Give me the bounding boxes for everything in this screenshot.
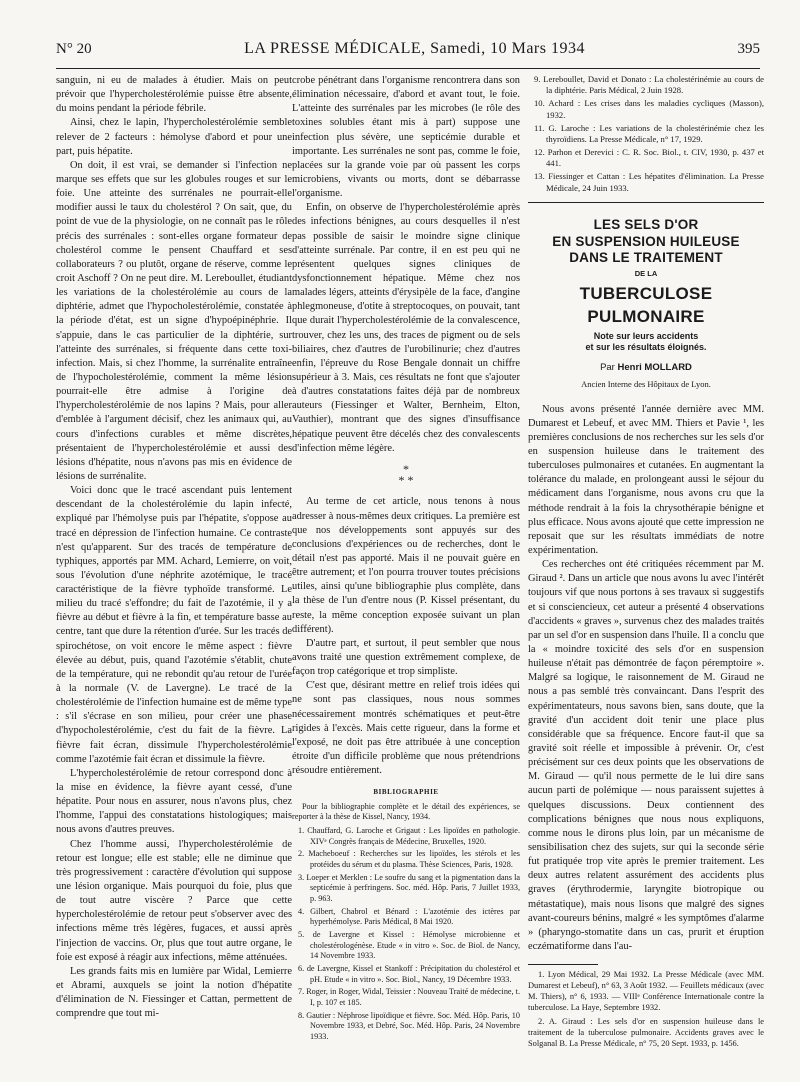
running-header [56, 40, 760, 69]
article-main-title: TUBERCULOSE PULMONAIRE [579, 283, 713, 326]
bibliography-item: 6. de Lavergne, Kissel et Stankoff : Précipitation du cholestérol et pH. Etude « in vitro ». Soc. Biol., Nancy, 19 Décembre 1933. [298, 963, 520, 984]
article-title-line: EN SUSPENSION HUILEUSE [552, 233, 740, 249]
paragraph: Ainsi, chez le lapin, l'hypercholestérolémie semble relever de 2 facteurs : hémolyse d'abord et pour une part, puis hépatite. [56, 117, 292, 157]
bibliography-item: 13. Fiessinger et Cattan : Les hépatites d'élimination. La Presse Médicale, 24 Juin 1933. [534, 171, 764, 193]
article-author: Par Henri MOLLARD [600, 362, 692, 374]
paragraph: Chez l'homme aussi, l'hypercholestérolémie de retour est longue; elle est stable; elle ne diminue que très progressivement : caractère d'évolution qui suppose une lésion organique. Mais pourquoi du foie, plus que de tout autre viscère ? Parce que cette hypercholestérolémie de retour peut s'observer avec des infections même très légères, fugaces, et aussi après l'injection de vaccins. Or, plus que tout autre organe, le foie est exposé à réagir aux infections, même atténuées. [56, 838, 292, 963]
article-title-line: DANS LE TRAITEMENT [569, 250, 723, 266]
footnote: 2. A. Giraud : Les sels d'or en suspension huileuse dans le traitement de la tuberculose pulmonaire. Accidents graves avec le Solganal B. La Presse Médicale, n° 75, 20 Sept. 1933, p. 1456. [528, 1016, 764, 1048]
bibliography-item: 7. Roger, in Roger, Widal, Teissier : Nouveau Traité de médecine, t. I, p. 107 et 185. [298, 987, 520, 1007]
page-number: 395 [737, 41, 760, 57]
journal-title: LA PRESSE MÉDICALE, Samedi, 10 Mars 1934 [244, 40, 585, 57]
bibliography-item: 4. Gilbert, Chabrol et Bénard : L'azotémie des ictères par hyperhémolyse. Paris Médical, 8 Mai 1920. [298, 906, 520, 927]
author-affiliation: Ancien Interne des Hôpitaux de Lyon. [581, 379, 711, 390]
column-right [528, 74, 764, 1053]
bibliography-item: 1. Chauffard, G. Laroche et Grigaut : Les lipoïdes en pathologie. XIVᵉ Congrès français de Médecine, Bruxelles, 1920. [298, 826, 520, 846]
bibliography-continued [528, 74, 764, 194]
bibliography-item: 9. Lereboullet, David et Donato : La cholestérinémie au cours de la diphtérie. Paris Médical, 2 Juin 1928. [534, 74, 764, 96]
bibliography-intro: Pour la bibliographie complète et le détail des expériences, se reporter à la thèse de Kissel, Nancy, 1934. [292, 801, 520, 822]
paragraph: Voici donc que le tracé ascendant puis lentement descendant de la cholestérolémie du lapin infecté, expliqué par l'hémolyse puis par l'hépatite, s'oppose au tracé en dépression de l'infection humaine. Ce contraste n'est qu'apparent. Sur des tracés de température de typhiques, apportés par MM. Achard, Lemierre, on voit, sous l'évolution d'une néphrite azotémique, le tracé caractéristique de la fièvre typhoïde transformé. Le milieu du tracé s'effondre; du fait de l'azotémie, il y a fièvre au début et fièvre à la fin, et température basse au centre, tant que dure la rétention d'urée. Sur les tracés de spirochétose, on voit encore le même aspect : fièvre élevée au début, puis, quand l'azotémie s'établit, chute de la température, qui ne rebondit qu'au retour de l'urée à la normale (V. de Lavergne). Le tracé de la cholestérolémie de l'infection humaine est de même type : s'il s'écrase en son milieu, pour créer une phase d'hypocholestérolémie, c'est du fait de la fièvre. La fièvre fait écran, dissimule l'hypercholestérolémie comme l'azotémie fait écran et dissimule la fièvre. [56, 485, 292, 765]
article-heading [528, 217, 764, 391]
section-break-asterisks: * * * [398, 461, 414, 487]
paragraph: D'autre part, et surtout, il peut sembler que nous avons traité une question extrêmement complexe, de façon trop catégorique et trop simpliste. [292, 637, 520, 678]
column-left [56, 74, 292, 1021]
issue-number: N° 20 [56, 41, 92, 57]
footnote: 1. Lyon Médical, 29 Mai 1932. La Presse Médicale (avec MM. Dumarest et Lebeuf), n° 63, 3 Août 1932. — Feuillets médicaux (avec M. Thiers), n° 6, 1933. — VIIIᵉ Conférence Internationale contre la tuberculose. La Haye, Septembre 1932. [528, 970, 764, 1012]
bibliography-item: 5. de Lavergne et Kissel : Hémolyse microbienne et cholestérologénèse. Etude « in vitro ». Soc. de Biol. de Nancy, 14 Novembre 1933. [298, 929, 520, 961]
bibliography-item: 3. Loeper et Merklen : Le soufre du sang et la pigmentation dans la septicémie à perfringens. Soc. méd. Hôp. Paris, 7 Juillet 1933, p. 963. [298, 872, 520, 903]
paragraph: Enfin, on observe de l'hypercholestérolémie après des infections bénignes, au cours desquelles il n'est pas possible de saisir le moindre signe clinique d'atteinte surrénale. Par contre, il en est peu qui ne présentent quelques signes cliniques de dysfonctionnement hépatique. Même chez nos malades légers, atteints d'érysipèle de la face, d'angine phlegmoneuse, d'otite à streptocoques, on pouvait, tant que durait l'hypercholestérolémie de la convalescence, trouver, chez les uns, des traces de pigment ou de sels biliaires, chez d'autres de l'urobilinurie; chez d'autres enfin, l'épreuve du Rose Bengale donnait un chiffre supérieur à 3. Mais, ces résultats ne font que s'ajouter à d'autres constatations faites déjà par de nombreux auteurs (Fiessinger et Walter, Bernheim, Elton, Vauthier), montrant que des signes d'insuffisance hépatique peuvent être décelés chez des convalescents d'infection même légère. [292, 202, 520, 454]
bibliography-list [292, 826, 520, 1042]
paragraph: Au terme de cet article, nous tenons à nous adresser à nous-mêmes deux critiques. La première est que nos développements sont appuyés sur des conclusions d'expériences ou de recherches, dont le détail n'est pas apporté. Mais il ne pouvait guère en être autrement; et l'on pourra trouver toutes précisions utiles, ainsi qu'une bibliographie plus complète, dans la thèse de l'un d'entre nous (P. Kissel présentant, du reste, la même conception exposée suivant un plan différent). [292, 496, 520, 635]
paragraph: crobe pénétrant dans l'organisme rencontrera dans son élimination nécessaire, d'abord et avant tout, le foie. L'atteinte des surrénales par les microbes (le rôle des toxines solubles étant mis à part) suppose une infection plus sévère, une septicémie durable et importante. Les surrénales ne sont pas, comme le foie, placées sur la grande voie par où passent les corps microbiens, vivants ou morts, dont se débarrasse l'organisme. [292, 75, 520, 200]
article-title-connector: DE LA [634, 269, 658, 279]
paragraph: L'hypercholestérolémie de retour correspond donc à la mise en évidence, la fièvre ayant cessé, d'une hépatite. Pour nous en assurer, nous n'avons plus, chez l'homme, l'appui des constatations histologiques; mais nous avons d'autres preuves. [56, 767, 292, 836]
bibliography-item: 2. Macheboeuf : Recherches sur les lipoïdes, les stérols et les protéides du sérum et du plasma. Thèse Sciences, Paris, 1928. [298, 849, 520, 869]
bibliography-item: 11. G. Laroche : Les variations de la cholestérinémie chez les thyroïdiens. La Presse Médicale, n° 17, 1929. [534, 122, 764, 144]
paragraph: sanguin, ni eu de malades à étudier. Mais on peut prévoir que l'hypercholestérolémie puisse être absente, du moins pendant la période fébrile. [56, 75, 292, 115]
paragraph: Ces recherches ont été critiquées récemment par M. Giraud ². Dans un article que nous avons lu avec l'intérêt toujours vif que nous portons à ses travaux si suggestifs et si consciencieux, cet auteur a présenté 4 observations d'accidents « graves », survenus chez des malades traités par un sel d'or en suspension dans l'huile. Il a conclu que la « moindre toxicité des sels d'or en suspension huileuse n'était pas démontrée de façon péremptoire ». Malgré sa logique, le raisonnement de M. Giraud ne nous a pas semblé très convaincant. Dans l'esprit des expérimentateurs, nous savons bien, sans doute, que la gravité d'un accident doit tenir une place plus considérable que sa fréquence. Encore faut-il que sa gravité soit réelle et impossible à prévenir. Or, c'est précisément sur ces deux points que les observations de M. Giraud — qu'il nous permette de le lui dire sans aucun parti de polémique — nous paraissent sujettes à quelques discussions. Deux contiennent des complications bénignes que nous nous expliquons, comme nous le dirons plus loin, par un mécanisme de sensibilisation chez des sujets, sur qui la seconde série fut pratiquée trop vite après le premier traitement. Les deux autres relatent assurément des accidents plus graves (érythrodermie, laryngite biotropique ou métastatique), mais nous lisons que malgré des signes avant-coureurs bénins, malgré « les symptômes d'alarme » (pharyngo-stomatite dans un cas, prurit et éruption eczématiforme dans l'au- [528, 559, 764, 952]
article-subtitle: Note sur leurs accidents [593, 330, 699, 341]
paragraph: Nous avons présenté l'année dernière avec MM. Dumarest et Lebeuf, et avec MM. Thiers et Pavie ¹, les premières conclusions de nos recherches sur les sels d'or en suspension huileuse dans le traitement des tuberculoses pulmonaires et cutanées. En augmentant la tolérance du malade, en prolongeant aussi le séjour du médicament dans l'organisme, nous avons cru que la méthode rendrait à la fois la chrysothérapie bénigne et plus efficace. Nous avons ajouté que cette impression ne reposait que sur les résultats immédiats de notre expérimentation. [528, 403, 764, 556]
bibliography-item: 10. Achard : Les crises dans les maladies cycliques (Masson), 1932. [534, 98, 764, 120]
article-title-line: LES SELS D'OR [593, 216, 699, 232]
column-middle [292, 74, 520, 1045]
footnote-rule [528, 964, 598, 965]
article-subtitle: et sur les résultats éloignés. [585, 342, 707, 353]
bibliography-item: 8. Gautier : Néphrose lipoïdique et fièvre. Soc. Méd. Hôp. Paris, 10 Novembre 1933, et Debré, Soc. Méd. Hôp. Paris, 24 Novembre 1933. [298, 1010, 520, 1041]
article-divider [528, 202, 764, 203]
paragraph: Les grands faits mis en lumière par Widal, Lemierre et Abrami, auxquels se joint la notion d'hépatite d'élimination de N. Fiessinger et Cattan, permettent de comprendre que tout mi- [56, 965, 292, 1020]
bibliography-item: 12. Parhon et Derevici : C. R. Soc. Biol., t. CIV, 1930, p. 437 et 441. [534, 147, 764, 169]
paragraph: On doit, il est vrai, se demander si l'infection ne marque ses effets que sur les globules rouges et sur le foie. Une atteinte des surrénales ne pourrait-elle modifier aussi le taux du cholestérol ? On sait, que, du point de vue de la physiologie, on ne connaît pas le rôle précis des surrénales : sont-elles organe formateur de cholestérol comme le pensent Chauffard et ses collaborateurs ? ou plutôt, organe de réserve, comme le croit Aschoff ? On ne peut dire. M. Lereboullet, étudiant les variations de la cholestérolémie au cours de la diphtérie, admet que l'hypocholestérolémie, constatée à la période d'état, est un signe d'hypoépinéphrie. Il s'appuie, dans le cas particulier de la diphtérie, sur l'atteinte des surrénales, si fréquente dans cette toxi-infection. Mais, si chez l'homme, la surrénalite entraîne de l'hypocholestérolémie, comment la même lésion pourrait-elle être admise à l'origine de l'hypercholestérolémie de nos lapins ? Mais, pour aller d'emblée à l'argument décisif, chez les animaux qui, au cours d'infections curables et même discrètes, présentaient de l'hypercholestérolémie et aussi des lésions d'hépatite, nous n'avons pas mis en évidence de lésions de surrénalite. [56, 159, 292, 482]
paragraph: C'est que, désirant mettre en relief trois idées qui ne sont pas classiques, nous nous sommes nécessairement montrés schématiques et peut-être rigides à l'excès. Mais cette rigueur, dans la forme et l'exposé, ne doit pas être attribuée à une conception étroite d'un difficile problème que nous prétendrions résoudre entièrement. [292, 680, 520, 777]
author-name: Henri MOLLARD [617, 362, 692, 374]
bibliography-heading: BIBLIOGRAPHIE [373, 788, 439, 797]
